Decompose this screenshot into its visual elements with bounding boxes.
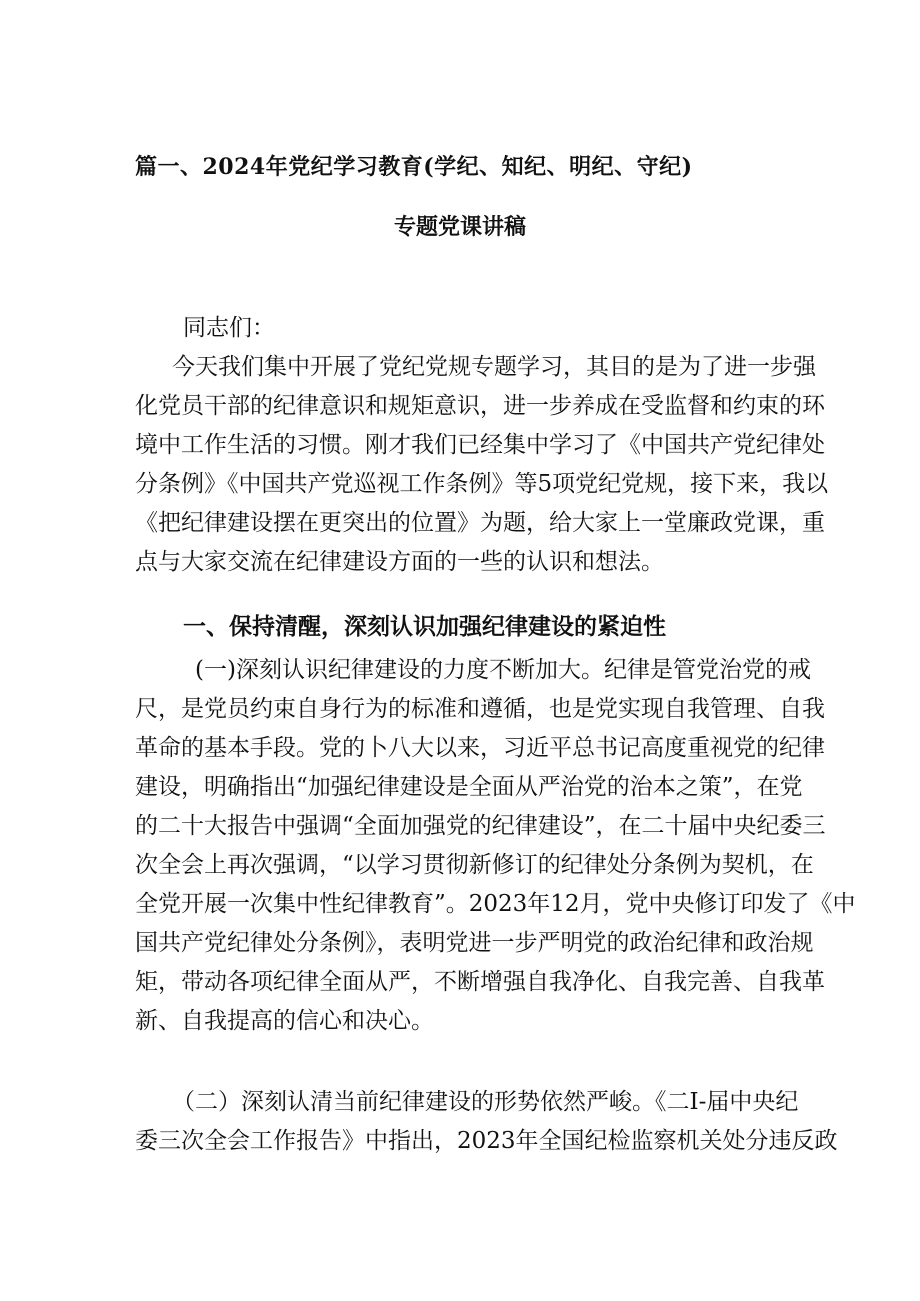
paragraph-line: 全党开展一次集中性纪律教育”。2023年12月，党中央修订印发了《中 bbox=[135, 891, 856, 917]
salutation: 同志们： bbox=[183, 315, 275, 341]
section-heading-1: 一、保持清醒，深刻认识加强纪律建设的紧迫性 bbox=[183, 613, 666, 640]
paragraph-line: 化党员干部的纪律意识和规矩意识，进一步养成在受监督和约束的环 bbox=[135, 393, 825, 419]
paragraph-line: 委三次全会工作报告》中指出，2023年全国纪检监察机关处分违反政 bbox=[135, 1128, 838, 1154]
paragraph-line: 革命的基本手段。党的卜八大以来，习近平总书记高度重视党的纪律 bbox=[135, 735, 825, 761]
paragraph-line: (一)深刻认识纪律建设的力度不断加大。纪律是管党治党的戒 bbox=[195, 657, 811, 683]
paragraph-line: 分条例》《中国共产党巡视工作条例》等5项党纪党规，接下来，我以 bbox=[135, 471, 829, 497]
paragraph-line: 次全会上再次强调，“以学习贯彻新修订的纪律处分条例为契机，在 bbox=[135, 852, 814, 878]
section-2-paragraph bbox=[135, 1083, 838, 1161]
paragraph-line: 新、自我提高的信心和决心。 bbox=[135, 1008, 434, 1034]
paragraph-line: 境中工作生活的习惯。刚才我们已经集中学习了《中国共产党纪律处 bbox=[135, 432, 825, 458]
paragraph-line: 《把纪律建设摆在更突出的位置》为题，给大家上一堂廉政党课，重 bbox=[135, 510, 825, 536]
paragraph-line: （二）深刻认清当前纪律建设的形势依然严峻。《二I-届中央纪 bbox=[172, 1089, 799, 1115]
document-title-line-2: 专题党课讲稿 bbox=[393, 214, 526, 240]
paragraph-line: 点与大家交流在纪律建设方面的一些的认识和想法。 bbox=[135, 549, 664, 575]
intro-paragraph bbox=[135, 348, 829, 582]
document-title-line-1: 篇一、2024年党纪学习教育(学纪、知纪、明纪、守纪) bbox=[135, 154, 693, 180]
paragraph-line: 矩，带动各项纪律全面从严，不断增强自我净化、自我完善、自我革 bbox=[135, 969, 825, 995]
paragraph-line: 今天我们集中开展了党纪党规专题学习，其目的是为了进一步强 bbox=[172, 354, 816, 380]
paragraph-line: 国共产党纪律处分条例》，表明党进一步严明党的政治纪律和政治规 bbox=[135, 930, 814, 956]
section-1-paragraph bbox=[135, 651, 856, 1041]
paragraph-line: 的二十大报告中强调“全面加强党的纪律建设”，在二十届中央纪委三 bbox=[135, 813, 826, 839]
paragraph-line: 建设，明确指出“加强纪律建设是全面从严治党的治本之策”，在党 bbox=[135, 774, 803, 800]
paragraph-line: 尺，是党员约束自身行为的标准和遵循，也是党实现自我管理、自我 bbox=[135, 696, 825, 722]
